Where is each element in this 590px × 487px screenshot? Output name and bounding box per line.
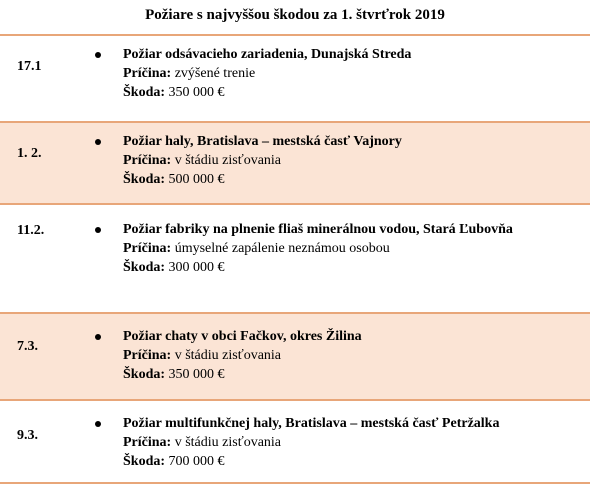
cause-label: Príčina:	[123, 66, 172, 81]
fire-cause-line	[123, 64, 583, 83]
bullet-icon	[95, 334, 101, 340]
fire-cause: zvýšené trenie	[174, 66, 256, 81]
fire-damage-line	[123, 170, 583, 189]
fire-heading: Požiar haly, Bratislava – mestská časť Vajnory	[123, 134, 402, 149]
fire-details	[123, 132, 583, 189]
fire-cause: v štádiu zisťovania	[174, 435, 282, 450]
fire-cause-line	[123, 151, 583, 170]
fire-damage: 300 000 €	[168, 260, 225, 275]
damage-label: Škoda:	[123, 85, 166, 100]
cause-label: Príčina:	[123, 348, 172, 363]
fire-date: 11.2.	[17, 223, 45, 238]
fire-details	[123, 220, 543, 277]
fire-cause: v štádiu zisťovania	[174, 153, 282, 168]
fire-details	[123, 414, 587, 471]
bullet-icon	[95, 52, 101, 58]
fire-date: 7.3.	[17, 339, 38, 354]
fire-heading: Požiar multifunkčnej haly, Bratislava – mestská časť Petržalka	[123, 416, 500, 431]
divider	[0, 482, 590, 484]
fire-date: 1. 2.	[17, 146, 42, 161]
damage-label: Škoda:	[123, 172, 166, 187]
fire-details	[123, 327, 583, 384]
fire-details	[123, 45, 583, 102]
fire-date: 17.1	[17, 59, 42, 74]
fire-damage: 700 000 €	[168, 454, 225, 469]
bullet-icon	[95, 227, 101, 233]
fire-row	[0, 314, 590, 399]
fire-damage: 500 000 €	[168, 172, 225, 187]
fire-damage-line	[123, 452, 587, 471]
fire-cause-line	[123, 239, 543, 258]
fire-cause: v štádiu zisťovania	[174, 348, 282, 363]
bullet-icon	[95, 421, 101, 427]
fire-damage-line	[123, 258, 543, 277]
fire-row	[0, 205, 590, 312]
damage-label: Škoda:	[123, 367, 166, 382]
fire-row	[0, 401, 590, 482]
damage-label: Škoda:	[123, 454, 166, 469]
fire-damage-line	[123, 83, 583, 102]
fire-cause-line	[123, 433, 587, 452]
damage-label: Škoda:	[123, 260, 166, 275]
fire-heading: Požiar fabriky na plnenie fliaš minerálnou vodou, Stará Ľubovňa	[123, 222, 513, 237]
bullet-icon	[95, 139, 101, 145]
fire-heading: Požiar odsávacieho zariadenia, Dunajská Streda	[123, 47, 412, 62]
fire-heading: Požiar chaty v obci Fačkov, okres Žilina	[123, 329, 362, 344]
fire-cause-line	[123, 346, 583, 365]
fire-damage: 350 000 €	[168, 85, 225, 100]
cause-label: Príčina:	[123, 435, 172, 450]
fire-damage-line	[123, 365, 583, 384]
cause-label: Príčina:	[123, 241, 172, 256]
fire-row	[0, 123, 590, 203]
document-title: Požiare s najvyššou škodou za 1. štvrťrok 2019	[145, 7, 445, 23]
fire-cause: úmyselné zapálenie neznámou osobou	[174, 241, 390, 256]
fire-row	[0, 36, 590, 121]
fire-date: 9.3.	[17, 428, 38, 443]
cause-label: Príčina:	[123, 153, 172, 168]
fire-damage: 350 000 €	[168, 367, 225, 382]
